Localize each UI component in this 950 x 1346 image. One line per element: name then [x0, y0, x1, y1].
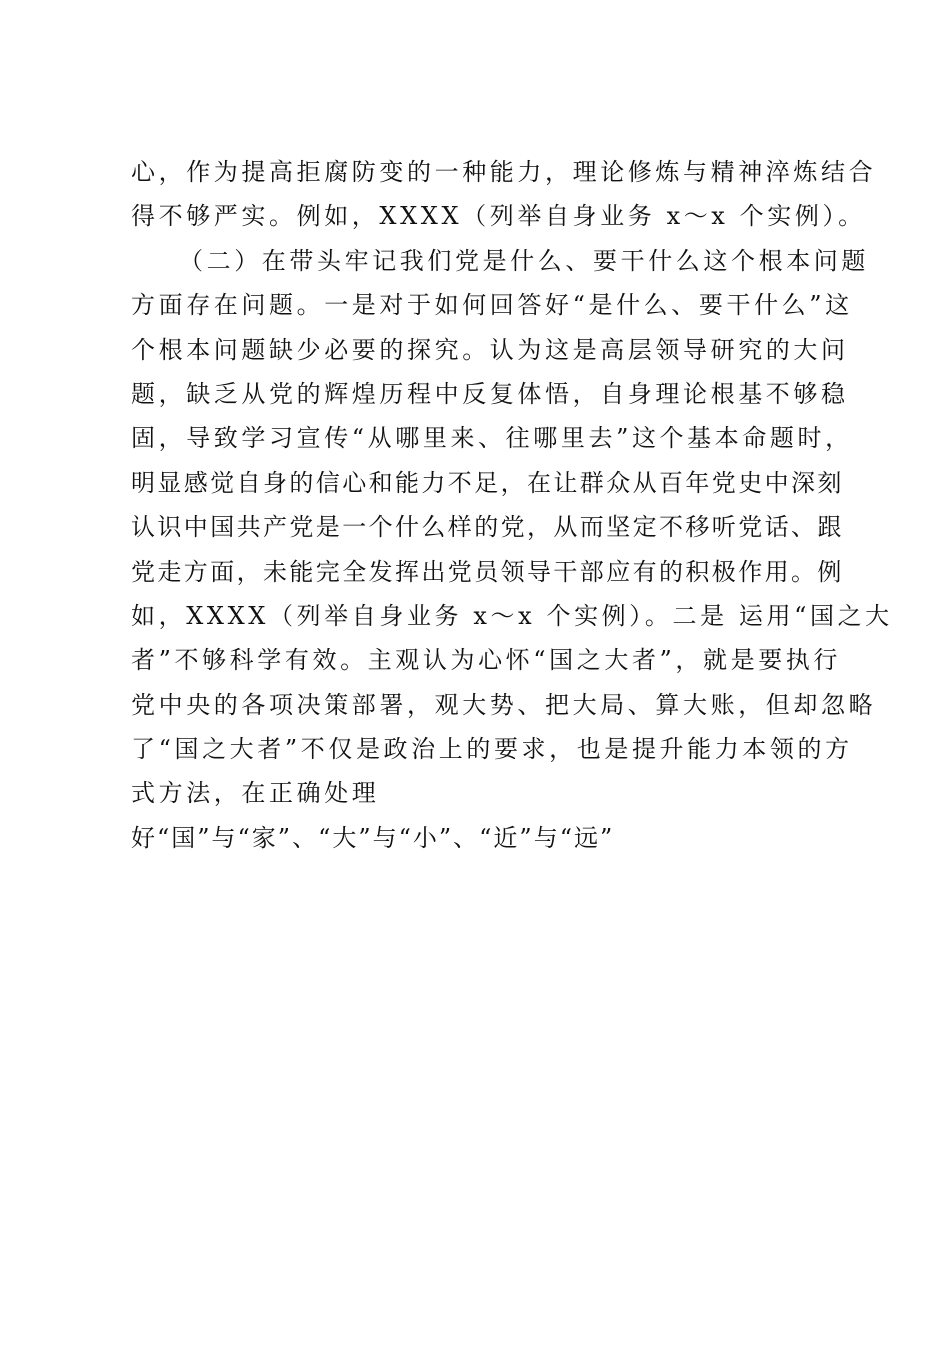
text-line: 题，缺乏从党的辉煌历程中反复体悟，自身理论根基不够稳	[131, 379, 849, 408]
body-text	[131, 150, 893, 860]
text-line: 方面存在问题。一是对于如何回答好“是什么、要干什么”这	[131, 291, 853, 320]
text-line: 个根本问题缺少必要的探究。认为这是高层领导研究的大问	[131, 335, 849, 364]
text-line: 了“国之大者”不仅是政治上的要求，也是提升能力本领的方	[131, 735, 853, 764]
text-line: 式方法，在正确处理	[131, 779, 380, 808]
text-line: 得不够严实。例如，XXXX（列举自身业务 x～x 个实例）。	[131, 202, 866, 231]
text-line: 如，XXXX（列举自身业务 x～x 个实例）。二是 运用“国之大	[131, 601, 893, 630]
text-line: 明显感觉自身的信心和能力不足，在让群众从百年党史中深刻	[131, 468, 844, 497]
section-heading-line: （二）在带头牢记我们党是什么、要干什么这个根本问题	[179, 246, 869, 275]
text-line: 心，作为提高拒腐防变的一种能力，理论修炼与精神淬炼结合	[131, 158, 877, 186]
text-line: 党中央的各项决策部署，观大势、把大局、算大账，但却忽略	[131, 690, 877, 719]
text-line: 固，导致学习宣传“从哪里来、往哪里去”这个基本命题时，	[131, 424, 853, 453]
text-line: 认识中国共产党是一个什么样的党，从而坚定不移听党话、跟	[131, 513, 844, 542]
text-line: 者”不够科学有效。主观认为心怀“国之大者”，就是要执行	[131, 646, 842, 675]
text-line: 党走方面，未能完全发挥出党员领导干部应有的积极作用。例	[131, 557, 844, 586]
text-line: 好“国”与“家”、“大”与“小”、“近”与“远”	[131, 823, 615, 852]
